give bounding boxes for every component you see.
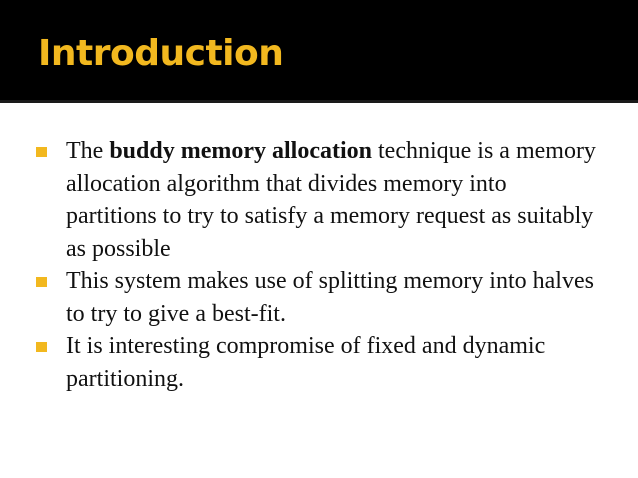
bullet-item [36,135,596,265]
bullet-bold-term: buddy memory allocation [109,138,372,164]
bullet-list [36,135,596,395]
bullet-lead-text: The [66,138,110,164]
slide-title: Introduction [38,33,284,74]
bullet-item [36,265,596,330]
bullet-text: This system makes use of splitting memory into halves to try to give a best-fit. [66,268,594,327]
bullet-text: technique is a memory allocation algorithm that divides memory into partitions to try to satisfy a memory request as suitably as possible [66,138,596,262]
square-bullet-icon [36,277,47,287]
title-divider [0,100,638,103]
square-bullet-icon [36,342,47,352]
bullet-item [36,330,596,395]
square-bullet-icon [36,147,47,157]
bullet-text: It is interesting compromise of fixed and dynamic partitioning. [66,333,546,392]
